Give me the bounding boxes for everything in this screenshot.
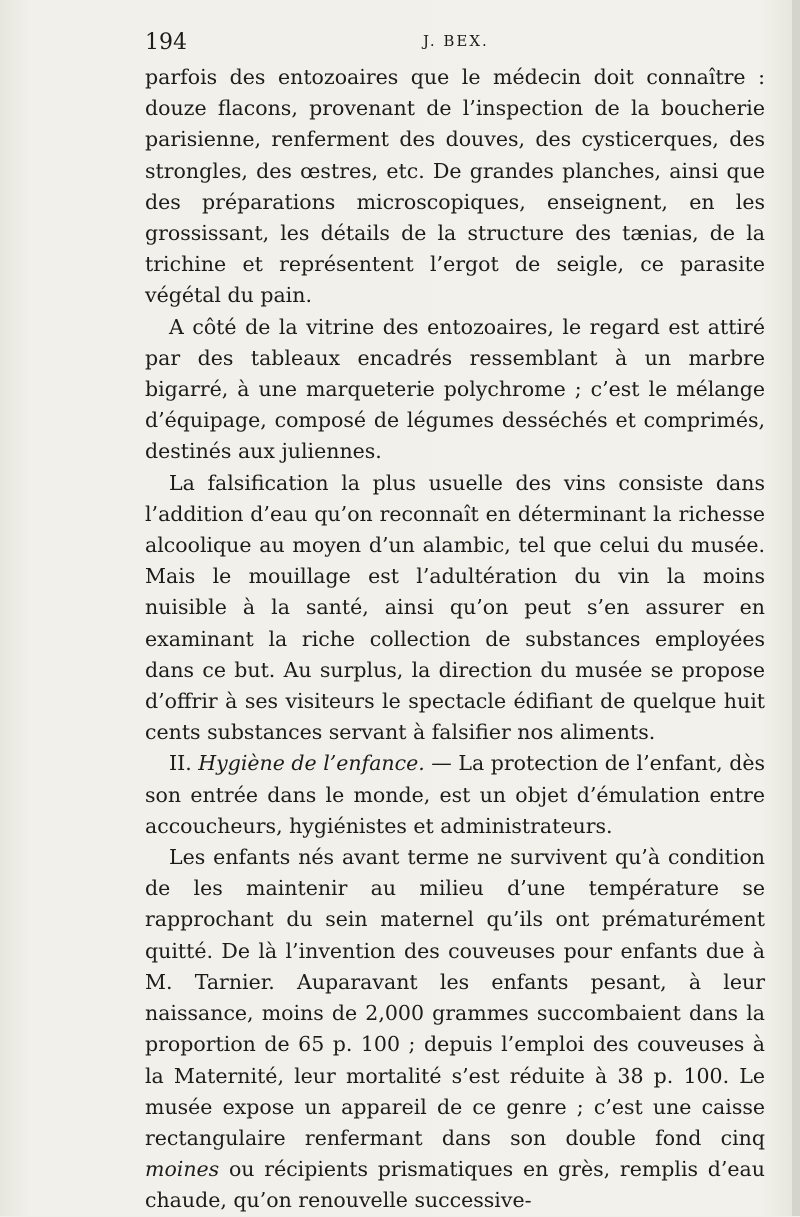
paragraph-3: La falsification la plus usuelle des vins consiste dans l’addition d’eau qu’on reconnaît en déterminant la richesse alcoolique au moyen d’un alambic, tel que celui du musée. Mais le mouillage est l’adultération du vin la moins nuisible à la santé, ainsi qu’on peut s’en assurer en examinant la riche collection de substances employées dans ce but. Au surplus, la direction du musée se propose d’offrir à ses visiteurs le spectacle édifiant de quelque huit cents substances servant à falsifier nos aliments. — [145, 470, 765, 745]
paragraph-5-end: ou récipients prismatiques en grès, remplis d’eau chaude, qu’on renouvelle successive- — [145, 1157, 765, 1213]
section-number: II. — [169, 751, 199, 776]
page-number: 194 — [145, 30, 187, 55]
section-title: Hygiène de l’enfance. — [198, 751, 425, 776]
page-header — [145, 30, 765, 60]
paragraph-4 — [145, 748, 765, 842]
paragraph-4-text: — La protection de l’enfant, dès son entrée dans le monde, est un objet d’émulation entre accoucheurs, hygiénistes et administrateurs. — [145, 751, 766, 838]
page-edge — [792, 0, 800, 1216]
paragraph-2: A côté de la vitrine des entozoaires, le regard est attiré par des tableaux encadrés ressemblant à un marbre bigarré, à une marqueterie polychrome ; c’est le mélange d’équipage, composé de légumes desséchés et comprimés, destinés aux juliennes. — [145, 314, 765, 464]
body-text — [145, 62, 765, 1217]
italic-term: moines — [145, 1157, 220, 1182]
running-head: J. BEX. — [423, 32, 489, 50]
paragraph-5 — [145, 842, 765, 1216]
paragraph-1: parfois des entozoaires que le médecin doit connaître : douze flacons, provenant de l’inspection de la boucherie parisienne, renferment des douves, des cysticerques, des strongles, des œstres, etc. De grandes planches, ainsi que des préparations microscopiques, enseignent, en les grossissant, les détails de la structure des tænias, de la trichine et représentent l’ergot de seigle, ce parasite végétal du pain. — [145, 65, 765, 308]
paragraph-5-text: Les enfants nés avant terme ne survivent qu’à condition de les maintenir au milieu d’une température se rapprochant du sein maternel qu’ils ont prématurément quitté. De là l’invention des couveuses pour enfants due à M. Tarnier. Auparavant les enfants pesant, à leur naissance, moins de 2,000 grammes succombaient dans la proportion de 65 p. 100 ; depuis l’emploi des couveuses à la Maternité, leur mortalité s’est réduite à 38 p. 100. Le musée expose un appareil de ce genre ; c’est une caisse rectangulaire renfermant dans son double fond cinq — [145, 845, 765, 1150]
